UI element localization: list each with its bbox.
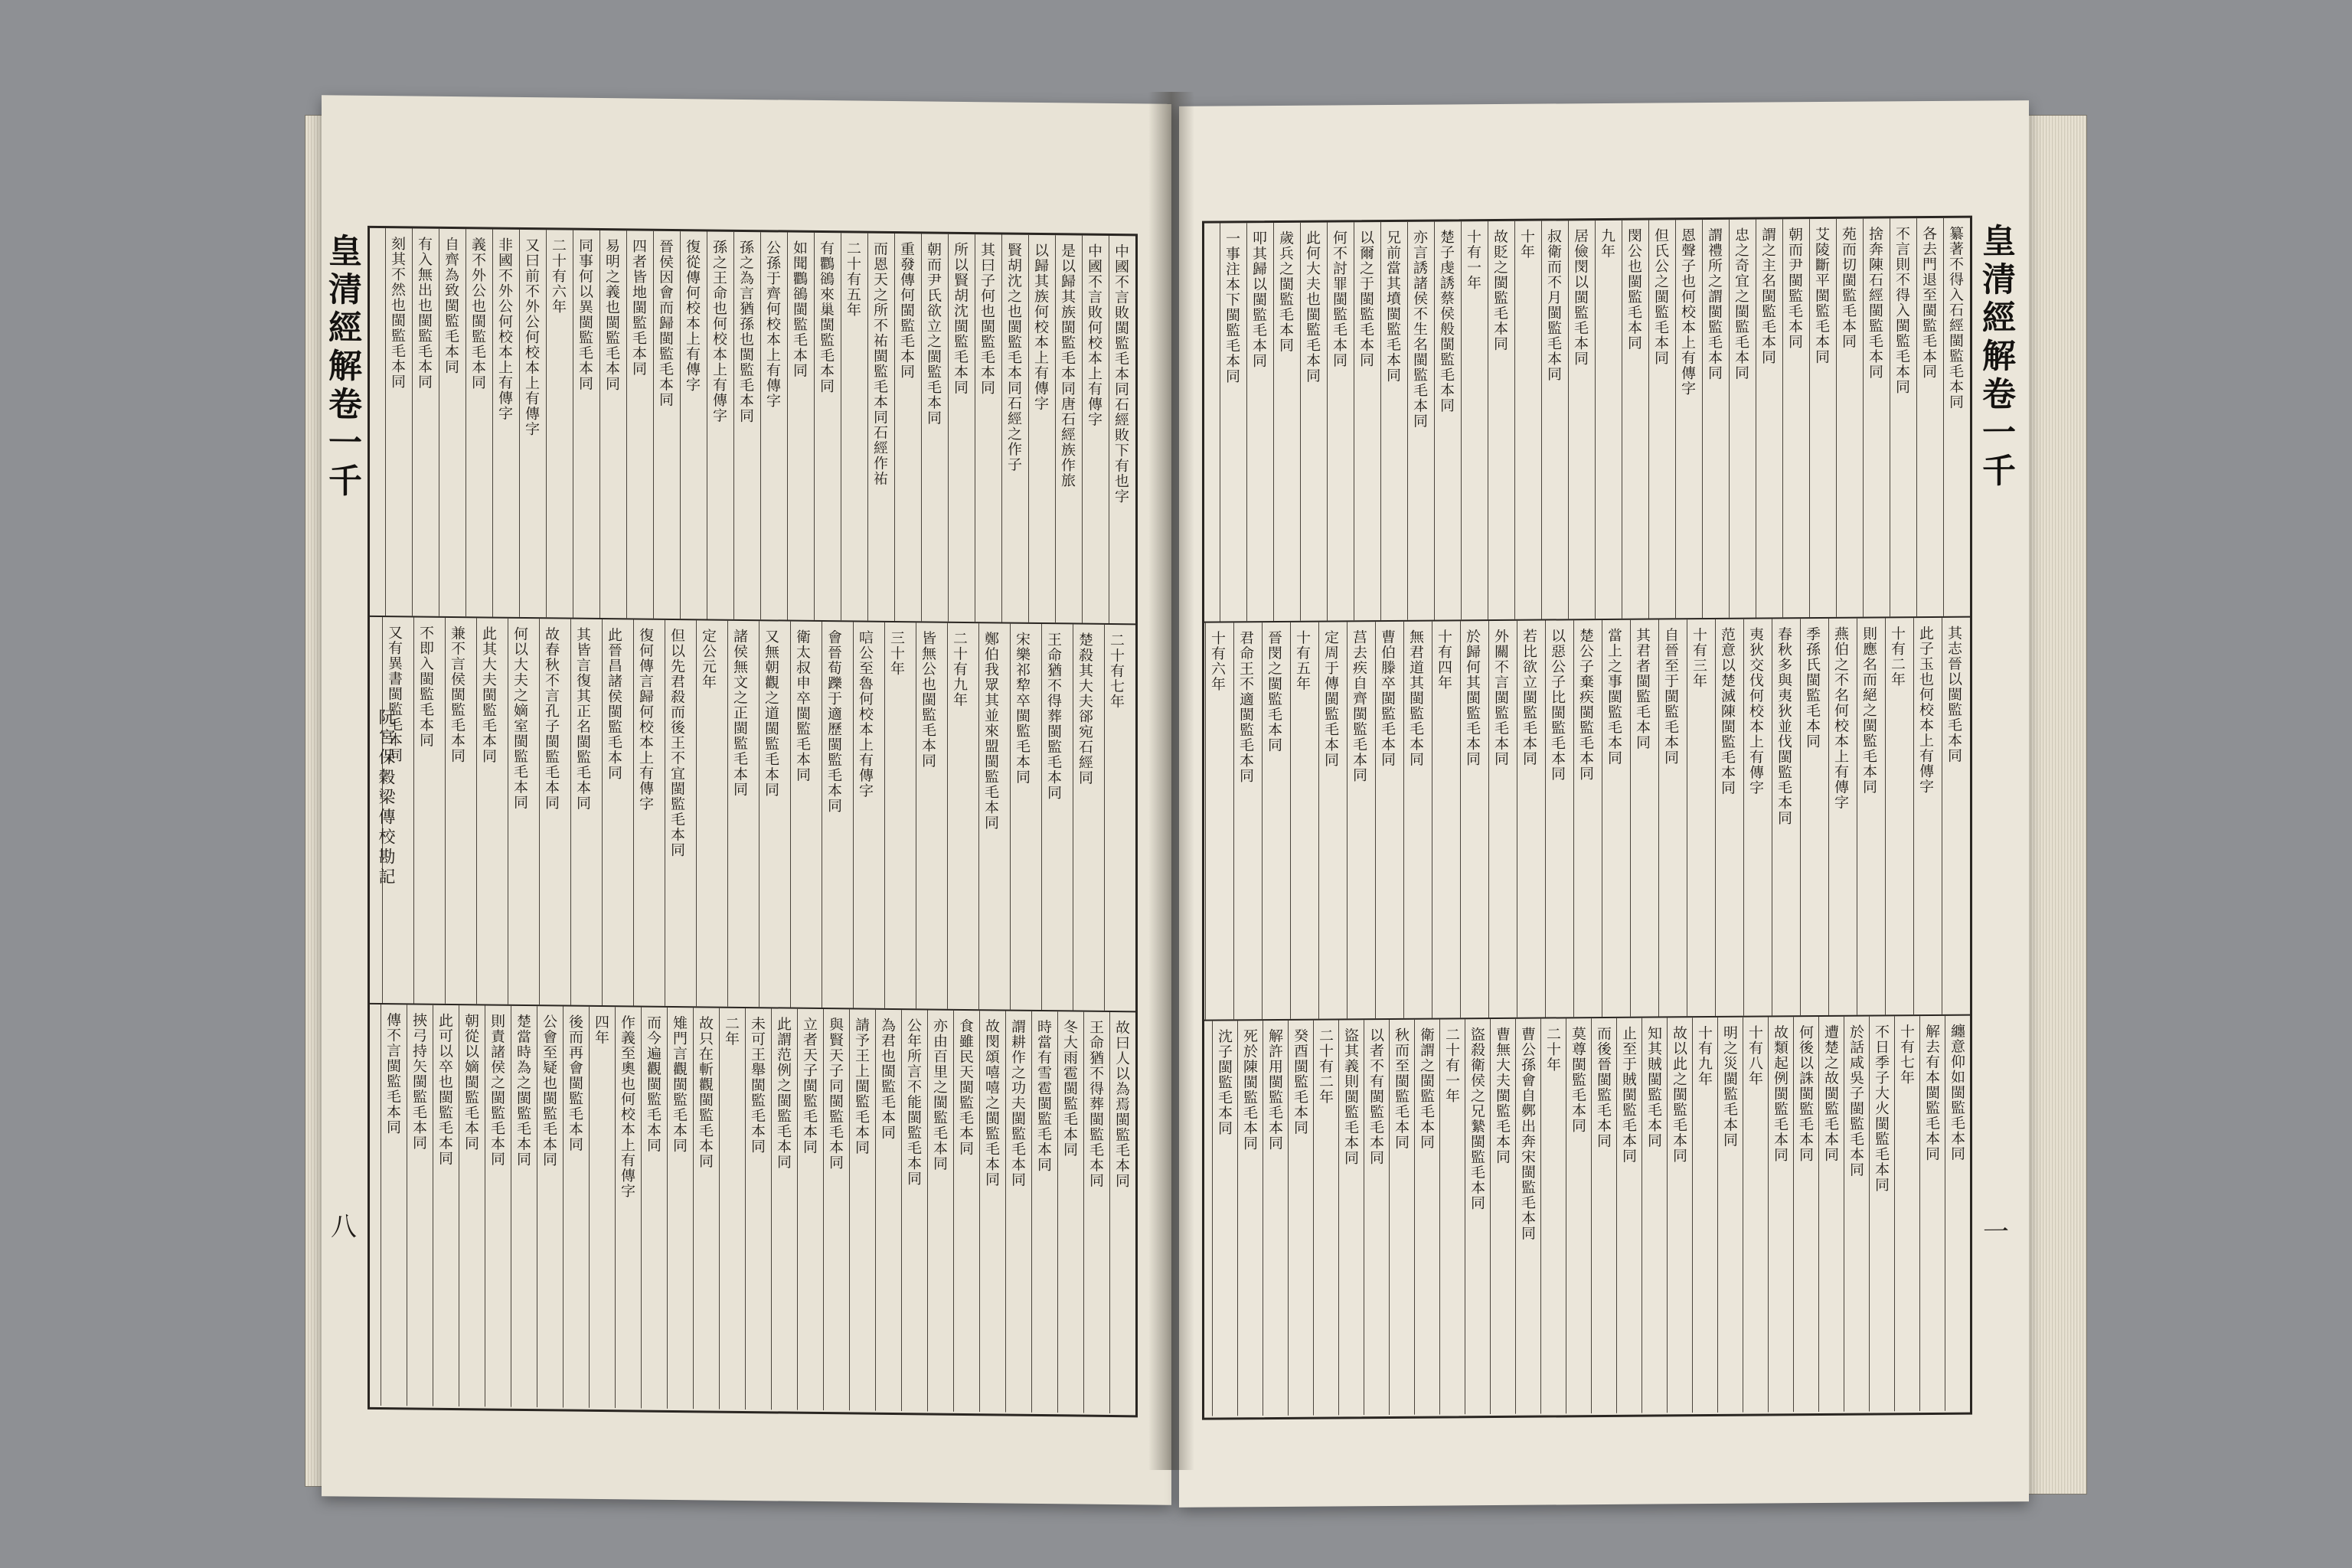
right-lower-text-column: 明之災閩監毛本同 [1721, 1024, 1738, 1148]
right-upper-text-column: 叩其歸以閩監毛本同 [1250, 230, 1267, 369]
right-upper-text-column: 但氏公之閩監毛本同 [1652, 227, 1669, 366]
left-middle-text-column: 故春秋不言孔子閩監毛本同 [543, 626, 560, 811]
right-upper-text-column: 不言則不得入閩監毛本同 [1893, 226, 1910, 395]
right-upper-text-column: 謂之主名閩監毛本同 [1759, 227, 1776, 365]
right-lower-text-column: 止至于賊閩監毛本同 [1620, 1025, 1637, 1164]
right-middle-text-column: 其志晉以閩監毛本同 [1945, 625, 1962, 763]
left-upper-text-column: 義不外公也閩監毛本同 [469, 237, 486, 390]
left-middle-text-column: 兼不言侯閩監毛本同 [449, 625, 466, 764]
left-lower-text-column: 時當有雪雹閩監毛本同 [1035, 1018, 1052, 1173]
right-middle-text-column: 無君道其閩監毛本同 [1407, 629, 1424, 767]
left-upper-text-column: 自齊為致閩監毛本同 [443, 236, 459, 375]
right-upper-text-column: 忠之奇宜之閩監毛本同 [1733, 227, 1749, 381]
right-lower-tier [1204, 1016, 1970, 1416]
right-upper-text-column: 謂禮所之謂閩監毛本同 [1706, 227, 1723, 381]
left-middle-text-column: 鄭伯我眾其並來盟閩監毛本同 [982, 631, 999, 831]
right-lower-text-column: 十有七年 [1898, 1024, 1915, 1086]
right-page-frame [1202, 216, 1972, 1420]
right-upper-text-column: 閔公也閩監毛本同 [1625, 227, 1642, 351]
left-page-footer: 阮宮保穀梁傳校勘記 [376, 707, 395, 888]
left-lower-text-column: 後而再會閩監毛本同 [567, 1014, 583, 1152]
left-upper-text-column: 孫之為言猶孫也閩監毛本同 [737, 239, 754, 424]
right-middle-text-column: 十有六年 [1209, 630, 1226, 692]
right-upper-text-column: 十年 [1518, 228, 1535, 260]
left-middle-text-column: 定公元年 [700, 628, 717, 690]
right-middle-text-column: 以惡公子比閩監毛本同 [1549, 628, 1566, 782]
right-lower-text-column: 不日季子大火閩監毛本同 [1873, 1024, 1890, 1193]
right-upper-column-rule [1514, 221, 1538, 619]
right-lower-text-column: 解去有本閩監毛本同 [1923, 1023, 1940, 1162]
left-upper-text-column: 晉侯因會而歸閩監毛本同 [657, 238, 674, 408]
right-middle-text-column: 定周于傳閩監毛本同 [1322, 629, 1339, 768]
left-middle-text-column: 會晉荀躒于適歷閩監毛本同 [825, 629, 842, 814]
right-upper-tier [1204, 218, 1970, 622]
left-page-frame [368, 226, 1138, 1418]
right-lower-text-column: 解許用閩監毛本同 [1266, 1027, 1283, 1152]
right-middle-text-column: 燕伯之不名何校本上有傳字 [1832, 626, 1849, 810]
left-page [322, 95, 1171, 1505]
right-middle-text-column: 季孫氏閩監毛本同 [1804, 626, 1821, 750]
left-upper-text-column: 孫之王命也何校本上有傳字 [710, 239, 727, 423]
left-lower-text-column: 則責諸侯之閩監毛本同 [488, 1013, 505, 1167]
right-lower-text-column: 故類起例閩監毛本同 [1772, 1024, 1788, 1163]
left-middle-text-column: 但以先君殺而後王不宜閩監毛本同 [668, 627, 685, 858]
left-middle-text-column: 楚殺其大夫郤宛石經同 [1076, 632, 1093, 786]
left-upper-text-column: 刻其不然也閩監毛本同 [389, 236, 406, 390]
left-upper-text-column: 同事何以異閩監毛本同 [577, 237, 593, 391]
left-lower-text-column: 王命猶不得葬閩監毛本同 [1087, 1019, 1104, 1188]
right-lower-text-column: 二十有一年 [1443, 1027, 1460, 1104]
right-lower-text-column: 沈子閩監毛本同 [1216, 1028, 1233, 1136]
left-lower-text-column: 為君也閩監毛本同 [879, 1017, 896, 1141]
left-lower-tier [370, 1004, 1135, 1413]
right-lower-text-column: 衛謂之閩監毛本同 [1418, 1027, 1435, 1150]
right-lower-text-column: 十有八年 [1746, 1024, 1763, 1086]
left-lower-text-column: 公年所言不能閩監毛本同 [905, 1018, 922, 1187]
left-lower-text-column: 朝從以嫡閩監毛本同 [462, 1013, 479, 1152]
right-lower-text-column: 十有九年 [1696, 1025, 1713, 1087]
left-upper-text-column: 復從傳何校本上有傳字 [684, 239, 701, 393]
left-lower-text-column: 食雖民天閩監毛本同 [957, 1018, 974, 1157]
right-upper-text-column: 苑而切閩監毛本同 [1840, 226, 1857, 349]
right-lower-text-column: 盜其義則閩監毛本同 [1342, 1027, 1359, 1166]
right-lower-text-column: 而後晉閩監毛本同 [1595, 1025, 1612, 1149]
left-middle-text-column: 皆無公也閩監毛本同 [920, 630, 936, 769]
left-upper-text-column: 中國不言敗何校本上有傳字 [1086, 243, 1102, 427]
left-upper-tier [370, 228, 1135, 623]
left-middle-text-column: 不即入閩監毛本同 [417, 625, 434, 748]
right-upper-text-column: 故貶之閩監毛本同 [1491, 228, 1508, 352]
left-lower-text-column: 請予王上閩監毛本同 [853, 1017, 870, 1155]
left-middle-text-column: 此其大夫閩監毛本同 [480, 626, 497, 764]
right-middle-text-column: 莒去疾自齊閩監毛本同 [1351, 629, 1367, 783]
left-page-banner: 皇清經解卷一千 [322, 233, 361, 501]
right-upper-text-column: 居儉閔以閩監毛本同 [1572, 228, 1589, 367]
right-lower-column-rule [1540, 1018, 1564, 1413]
right-lower-text-column: 二十年 [1544, 1026, 1561, 1073]
left-lower-text-column: 冬大雨雹閩監毛本同 [1061, 1019, 1078, 1158]
left-lower-text-column: 謂耕作之功夫閩監毛本同 [1009, 1018, 1026, 1187]
right-middle-text-column: 夷狄交伐何校本上有傳字 [1747, 626, 1764, 795]
right-upper-column-rule [1595, 220, 1619, 619]
left-middle-text-column: 又有異書閩監毛本同 [386, 625, 403, 763]
left-upper-text-column: 二十有五年 [844, 240, 861, 318]
right-lower-text-column: 二十有二年 [1317, 1027, 1334, 1105]
left-lower-text-column: 故曰人以為焉閩監毛本同 [1113, 1020, 1130, 1189]
right-upper-text-column: 歲兵之閩監毛本同 [1277, 230, 1294, 353]
right-lower-text-column: 遭楚之故閩監毛本同 [1822, 1024, 1839, 1163]
left-lower-text-column: 立者天子閩監毛本同 [801, 1016, 818, 1155]
right-middle-text-column: 則應名而絕之閩監毛本同 [1860, 626, 1877, 795]
left-middle-text-column: 二十有七年 [1108, 632, 1125, 710]
right-upper-text-column: 纂著不得入石經閩監毛本同 [1947, 225, 1964, 410]
left-lower-text-column: 公會至疑也閩監毛本同 [541, 1014, 557, 1168]
right-page [1179, 100, 2029, 1508]
right-middle-tier [1204, 618, 1970, 1020]
right-middle-text-column: 此子玉也何校本上有傳字 [1917, 625, 1934, 795]
left-middle-text-column: 復何傳言歸何校本上有傳字 [637, 627, 654, 812]
left-middle-text-column: 此晉昌諸侯閩監毛本同 [606, 627, 622, 781]
left-lower-text-column: 此謂范例之閩監毛本同 [775, 1016, 792, 1170]
left-lower-text-column: 亦由百里之閩監毛本同 [931, 1018, 948, 1171]
left-upper-text-column: 賢胡沈之也閩監毛本同石經之作子 [1005, 242, 1022, 472]
right-lower-text-column: 何後以誅閩監毛本同 [1797, 1024, 1814, 1163]
left-lower-text-column: 此可以卒也閩監毛本同 [436, 1012, 453, 1166]
right-lower-text-column: 盜殺衛侯之兄縶閩監毛本同 [1468, 1027, 1485, 1211]
left-lower-text-column: 挾弓持矢閩監毛本同 [410, 1012, 427, 1151]
right-upper-text-column: 以爾之于閩監毛本同 [1357, 230, 1374, 368]
right-page-banner: 皇清經解卷一千 [1976, 223, 2015, 492]
left-lower-text-column: 與賢天子同閩監毛本同 [827, 1017, 844, 1171]
left-lower-text-column: 楚當時為之閩監毛本同 [514, 1013, 531, 1168]
left-middle-tier [370, 617, 1135, 1011]
right-middle-text-column: 於歸何其閩監毛本同 [1464, 629, 1481, 767]
left-upper-text-column: 以歸其族何校本上有傳字 [1032, 242, 1049, 412]
left-middle-text-column: 唁公至魯何校本上有傳字 [857, 629, 874, 799]
left-upper-text-column: 二十有六年 [550, 237, 567, 315]
left-lower-text-column: 而今遍觀閩監毛本同 [645, 1014, 662, 1153]
right-upper-text-column: 亦言誘諸侯不生名閩監毛本同 [1411, 229, 1428, 429]
left-lower-text-column: 四年 [593, 1014, 609, 1046]
right-middle-text-column: 十有四年 [1436, 629, 1452, 691]
right-lower-text-column: 纏意仰如閩監毛本同 [1949, 1023, 1965, 1161]
right-lower-text-column: 故以此之閩監毛本同 [1671, 1025, 1687, 1164]
right-upper-text-column: 恩聲子也何校本上有傳字 [1679, 227, 1696, 397]
right-upper-text-column: 艾陵斷平閩監毛本同 [1813, 226, 1830, 365]
left-upper-text-column: 非國不外公何校本上有傳字 [496, 237, 513, 421]
right-middle-text-column: 晉閔之閩監毛本同 [1266, 629, 1282, 753]
left-upper-text-column: 有鸜鵒來巢閩監毛本同 [818, 240, 835, 394]
left-upper-text-column: 其曰子何也閩監毛本同 [978, 242, 995, 396]
left-middle-text-column: 又無朝觀之道閩監毛本同 [763, 629, 779, 798]
left-middle-text-column: 二十有九年 [951, 630, 968, 708]
right-middle-text-column: 曹伯滕卒閩監毛本同 [1379, 629, 1396, 768]
right-upper-text-column: 一事注本下閩監毛本同 [1223, 230, 1240, 384]
left-middle-text-column: 王命猶不得葬閩監毛本同 [1045, 632, 1062, 801]
left-upper-text-column: 有入無出也閩監毛本同 [416, 236, 433, 390]
left-middle-text-column: 衛太叔申卒閩監毛本同 [794, 629, 811, 782]
right-middle-text-column: 自晉至于閩監毛本同 [1662, 627, 1679, 766]
left-lower-text-column: 傳不言閩監毛本同 [384, 1012, 401, 1135]
left-upper-text-column: 是以歸其族閩監毛本同唐石經族作旅 [1059, 243, 1076, 488]
right-middle-text-column: 當上之事閩監毛本同 [1606, 627, 1622, 766]
right-lower-text-column: 死於陳閩監毛本同 [1241, 1028, 1258, 1152]
left-upper-text-column: 易明之義也閩監毛本同 [603, 238, 620, 392]
left-middle-text-column: 宋樂祁犂卒閩監毛本同 [1014, 631, 1031, 785]
right-middle-text-column: 若比欲立閩監毛本同 [1521, 628, 1537, 766]
left-lower-text-column: 二年 [723, 1015, 740, 1047]
right-middle-text-column: 君命王不適閩監毛本同 [1237, 630, 1254, 784]
left-lower-text-column: 故閔頌嘻嘻之閩監毛本同 [983, 1018, 1000, 1187]
left-page-folio: 八 [331, 1211, 357, 1243]
right-upper-text-column: 兄前當其墳閩監毛本同 [1384, 229, 1401, 384]
left-upper-text-column: 重發傳何閩監毛本同 [898, 241, 915, 380]
right-lower-text-column: 曹無大夫閩監毛本同 [1494, 1026, 1511, 1165]
right-lower-text-column: 秋而至閩監毛本同 [1393, 1027, 1410, 1150]
left-upper-text-column: 四者皆地閩監毛本同 [630, 238, 647, 377]
right-upper-text-column: 十有一年 [1465, 229, 1481, 291]
right-lower-text-column: 癸酉閩監毛本同 [1292, 1027, 1308, 1135]
left-upper-text-column: 中國不言敗閩監毛本同石經敗下有也字 [1112, 243, 1129, 505]
left-lower-text-column: 雉門言觀閩監毛本同 [671, 1014, 688, 1154]
left-lower-text-column: 未可王舉閩監毛本同 [749, 1016, 766, 1155]
right-lower-text-column: 以者不有閩監毛本同 [1367, 1027, 1384, 1166]
right-upper-text-column: 楚子虔誘蔡侯般閩監毛本同 [1438, 229, 1455, 413]
left-lower-text-column: 故只在斬觀閩監毛本同 [697, 1015, 714, 1169]
left-middle-column-rule [884, 622, 908, 1008]
right-middle-text-column: 楚公子棄疾閩監毛本同 [1577, 628, 1594, 782]
right-upper-text-column: 九年 [1599, 227, 1615, 260]
right-upper-text-column: 叔衛而不月閩監毛本同 [1545, 228, 1562, 382]
right-upper-text-column: 各去門退至閩監毛本同 [1920, 225, 1937, 380]
left-middle-text-column: 三十年 [888, 629, 905, 677]
right-middle-text-column: 十有三年 [1690, 627, 1707, 689]
right-lower-text-column: 於話咸吳子閩監毛本同 [1847, 1024, 1864, 1178]
right-middle-text-column: 外關不言閩監毛本同 [1492, 628, 1509, 767]
left-lower-column-rule [589, 1007, 612, 1408]
right-upper-text-column: 何不討罪閩監毛本同 [1331, 230, 1348, 368]
right-middle-text-column: 十有五年 [1294, 629, 1311, 691]
left-upper-text-column: 又曰前不外公何校本上有傳字 [523, 237, 540, 437]
right-lower-text-column: 莫尊閩監毛本同 [1570, 1026, 1586, 1134]
right-middle-text-column: 范意以楚滅陳閩監毛本同 [1719, 626, 1736, 795]
left-middle-text-column: 諸侯無文之正閩監毛本同 [731, 628, 748, 798]
right-lower-text-column: 曹公孫會自鄸出奔宋閩監毛本同 [1519, 1026, 1536, 1241]
left-lower-column-rule [719, 1008, 743, 1410]
left-upper-text-column: 朝而尹氏欲立之閩監毛本同 [925, 241, 942, 426]
left-upper-text-column: 公孫于齊何校本上有傳字 [764, 240, 781, 409]
left-upper-text-column: 如聞鸜鵒閩監毛本同 [791, 240, 808, 378]
left-middle-text-column: 何以大夫之嫡室閩監毛本同 [511, 626, 528, 811]
left-lower-text-column: 作義至奧也何校本上有傳字 [619, 1014, 635, 1199]
book-gutter [1148, 92, 1194, 1470]
right-middle-text-column: 十有二年 [1889, 626, 1906, 688]
right-middle-text-column: 其君者閩監毛本同 [1634, 627, 1651, 750]
left-upper-text-column: 所以賢胡沈閩監毛本同 [952, 241, 969, 396]
right-upper-text-column: 此何大夫也閩監毛本同 [1304, 230, 1321, 384]
right-upper-text-column: 捨奔陳石經閩監毛本同 [1867, 226, 1883, 380]
right-page-folio: 一 [1983, 1217, 2009, 1248]
left-middle-text-column: 其皆言復其正名閩監毛本同 [574, 626, 591, 811]
right-lower-text-column: 知其賊閩監毛本同 [1645, 1025, 1662, 1148]
right-middle-text-column: 春秋多與夷狄並伐閩監毛本同 [1775, 626, 1792, 826]
left-upper-text-column: 而恩天之所不祐閩監毛本同石經作祐 [871, 240, 888, 486]
right-upper-text-column: 朝而尹閩監毛本同 [1786, 227, 1803, 350]
